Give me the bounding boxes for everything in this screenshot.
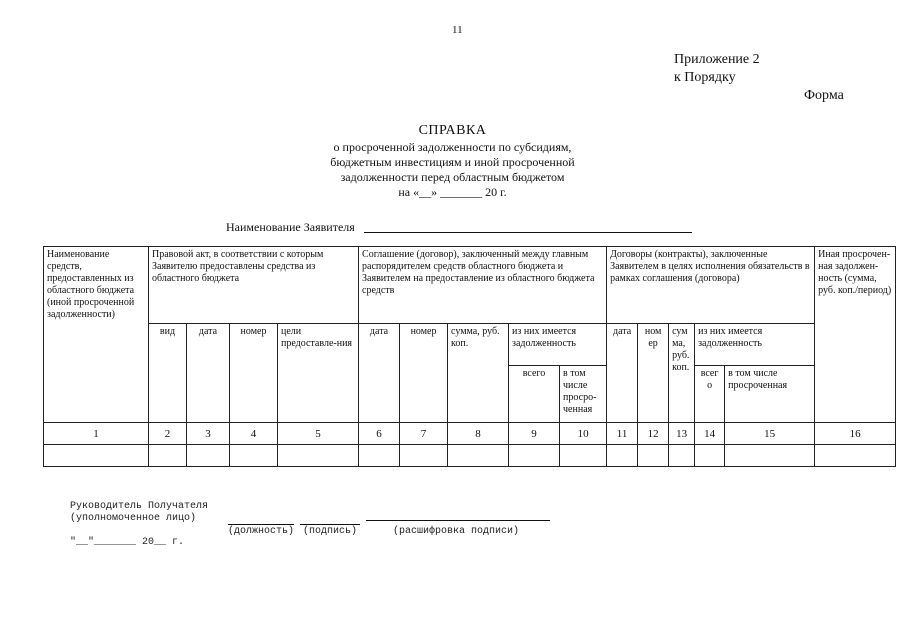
table-cell[interactable] bbox=[187, 445, 230, 467]
debt-table bbox=[43, 246, 896, 467]
header-purpose: цели предоставле-ния bbox=[278, 324, 359, 423]
appendix-label: Приложение 2 bbox=[674, 52, 760, 67]
column-number: 2 bbox=[149, 423, 187, 445]
column-number: 9 bbox=[509, 423, 560, 445]
table-cell[interactable] bbox=[278, 445, 359, 467]
header-agreement-total: всего bbox=[509, 366, 560, 423]
column-number: 6 bbox=[359, 423, 400, 445]
column-number: 13 bbox=[669, 423, 695, 445]
column-number: 4 bbox=[230, 423, 278, 445]
header-agreement-sum: сумма, руб. коп. bbox=[448, 324, 509, 423]
document-title: СПРАВКА bbox=[418, 123, 487, 138]
header-other-debt: Иная просрочен-ная задолжен-ность (сумма, руб. коп./период) bbox=[815, 247, 896, 423]
signer-authorized-note: (уполномоченное лицо) bbox=[70, 513, 197, 524]
header-contract-number: ном ер bbox=[638, 324, 669, 423]
page-number: 11 bbox=[452, 24, 463, 36]
column-number: 11 bbox=[607, 423, 638, 445]
header-agreement-number: номер bbox=[400, 324, 448, 423]
signature-caption: (подпись) bbox=[303, 526, 358, 537]
order-reference: к Порядку bbox=[674, 70, 736, 85]
title-line-2: бюджетным инвестициям и иной просроченной bbox=[330, 155, 575, 169]
position-caption: (должность) bbox=[228, 526, 295, 537]
column-number: 8 bbox=[448, 423, 509, 445]
header-contract-overdue: в том числе просроченная bbox=[725, 366, 815, 423]
table-cell[interactable] bbox=[149, 445, 187, 467]
title-date-line: на «__» _______ 20 г. bbox=[398, 185, 507, 199]
column-number: 1 bbox=[44, 423, 149, 445]
header-agreement-date: дата bbox=[359, 324, 400, 423]
header-contract-debt: из них имеется задолженность bbox=[695, 324, 815, 366]
table-cell[interactable] bbox=[44, 445, 149, 467]
signature-date: "__"_______ 20__ г. bbox=[70, 537, 185, 548]
title-line-1: о просроченной задолженности по субсидиям, bbox=[333, 140, 572, 154]
header-contract-date: дата bbox=[607, 324, 638, 423]
header-agreement: Соглашение (договор), заключенный между главным распорядителем средств областного бюджета и Заявителем на предоставление из областного бюджета средств bbox=[359, 247, 607, 324]
column-number: 15 bbox=[725, 423, 815, 445]
table-cell[interactable] bbox=[669, 445, 695, 467]
header-contract-total: всег о bbox=[695, 366, 725, 423]
header-agreement-overdue: в том числе просро-ченная bbox=[560, 366, 607, 423]
header-kind: вид bbox=[149, 324, 187, 423]
table-cell[interactable] bbox=[560, 445, 607, 467]
signature-decode-field[interactable] bbox=[366, 520, 550, 521]
table-cell[interactable] bbox=[448, 445, 509, 467]
table-cell[interactable] bbox=[725, 445, 815, 467]
applicant-label: Наименование Заявителя bbox=[226, 220, 355, 234]
header-funds-name: Наименование средств, предоставленных из областного бюджета (иной просроченной задолженности) bbox=[44, 247, 149, 423]
column-number: 5 bbox=[278, 423, 359, 445]
title-line-3: задолженности перед областным бюджетом bbox=[340, 170, 565, 184]
table-cell[interactable] bbox=[607, 445, 638, 467]
table-cell[interactable] bbox=[638, 445, 669, 467]
table-cell[interactable] bbox=[815, 445, 896, 467]
signature-decode-caption: (расшифровка подписи) bbox=[393, 526, 520, 537]
header-agreement-debt: из них имеется задолженность bbox=[509, 324, 607, 366]
header-contracts: Договоры (контракты), заключенные Заявителем в целях исполнения обязательств в рамках соглашения (договора) bbox=[607, 247, 815, 324]
signature-field[interactable] bbox=[300, 524, 360, 525]
signer-title: Руководитель Получателя bbox=[70, 501, 209, 512]
table-cell[interactable] bbox=[400, 445, 448, 467]
column-number: 7 bbox=[400, 423, 448, 445]
table-cell[interactable] bbox=[230, 445, 278, 467]
column-number: 10 bbox=[560, 423, 607, 445]
header-contract-sum: сум ма, руб. коп. bbox=[669, 324, 695, 423]
header-date: дата bbox=[187, 324, 230, 423]
column-number: 16 bbox=[815, 423, 896, 445]
table-cell[interactable] bbox=[695, 445, 725, 467]
column-number: 14 bbox=[695, 423, 725, 445]
header-number: номер bbox=[230, 324, 278, 423]
table-cell[interactable] bbox=[509, 445, 560, 467]
header-legal-act: Правовой акт, в соответствии с которым Заявителю предоставлены средства из областного бюджета bbox=[149, 247, 359, 324]
column-number: 12 bbox=[638, 423, 669, 445]
applicant-name-field[interactable] bbox=[364, 232, 692, 233]
table-cell[interactable] bbox=[359, 445, 400, 467]
column-number: 3 bbox=[187, 423, 230, 445]
position-field[interactable] bbox=[228, 524, 294, 525]
form-label: Форма bbox=[804, 88, 844, 103]
